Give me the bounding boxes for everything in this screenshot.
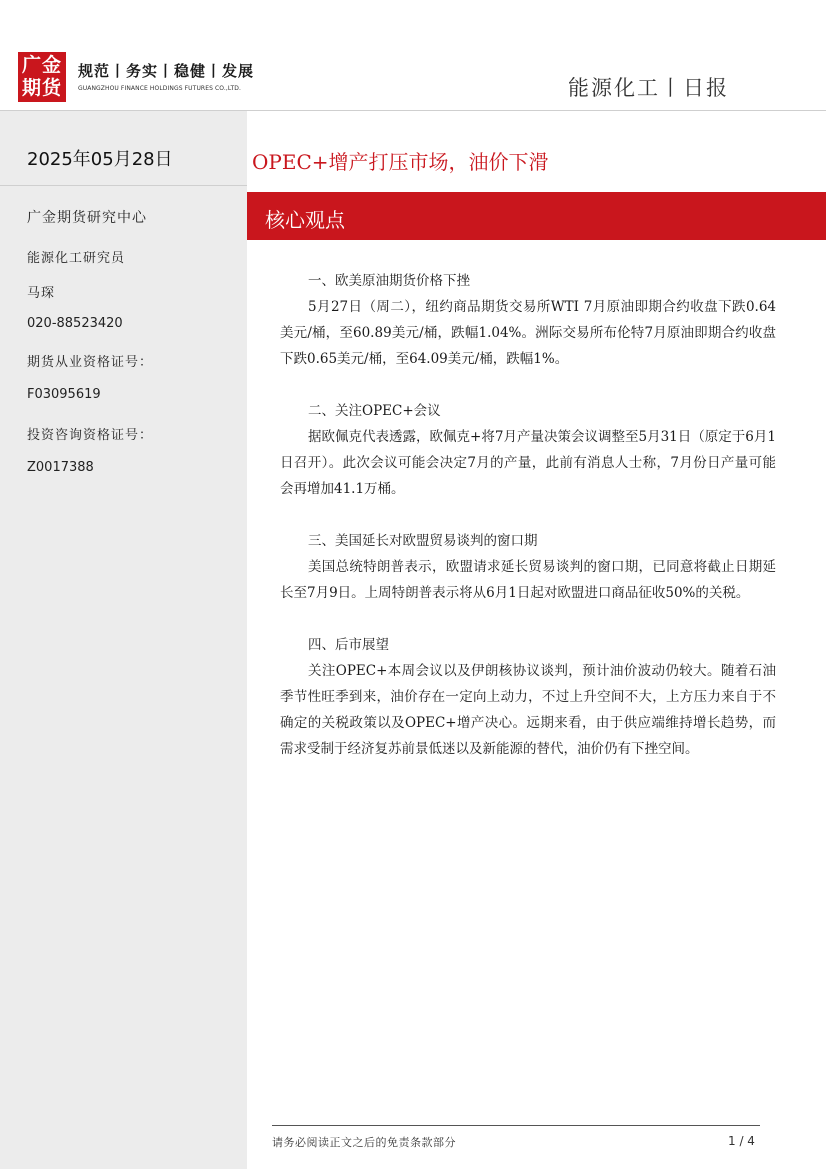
research-center: 广金期货研究中心 xyxy=(27,210,147,226)
cert2-value: Z0017388 xyxy=(27,460,94,475)
core-view-heading: 核心观点 xyxy=(265,208,345,232)
cert1-value: F03095619 xyxy=(27,387,101,402)
main-content xyxy=(280,268,776,788)
logo-line-1: 广金 xyxy=(21,54,62,76)
cert1-label: 期货从业资格证号： xyxy=(27,355,154,370)
report-type: 能源化工丨日报 xyxy=(568,76,729,100)
report-title: OPEC+增产打压市场，油价下滑 xyxy=(252,150,549,174)
page-number: 1 / 4 xyxy=(728,1134,755,1148)
cert2-label: 投资咨询资格证号： xyxy=(27,428,154,443)
logo-line-2: 期货 xyxy=(21,77,62,99)
company-slogan: 规范丨务实丨稳健丨发展 xyxy=(78,62,255,80)
section-heading: 三、美国延长对欧盟贸易谈判的窗口期 xyxy=(308,533,538,549)
footer-divider xyxy=(272,1125,760,1126)
company-logo xyxy=(18,52,66,102)
report-date: 2025年05月28日 xyxy=(27,149,173,170)
section-heading: 四、后市展望 xyxy=(308,637,389,653)
section-body: 关注OPEC+本周会议以及伊朗核协议谈判，预计油价波动仍较大。随着石油季节性旺季到来，油价存在一定向上动力，不过上升空间不大，上方压力来自于不确定的关税政策以及OPEC+增产决心。远期来看，由于供应端维持增长趋势，而需求受制于经济复苏前景低迷以及新能源的替代，油价仍有下挫空间。 xyxy=(280,663,776,757)
sidebar-panel xyxy=(0,110,247,1169)
analyst-role: 能源化工研究员 xyxy=(27,251,126,266)
section-body: 美国总统特朗普表示，欧盟请求延长贸易谈判的窗口期，已同意将截止日期延长至7月9日。上周特朗普表示将从6月1日起对欧盟进口商品征收50%的关税。 xyxy=(280,559,776,601)
section-body: 据欧佩克代表透露，欧佩克+将7月产量决策会议调整至5月31日（原定于6月1日召开）。此次会议可能会决定7月的产量，此前有消息人士称，7月份日产量可能会再增加41.1万桶。 xyxy=(280,429,776,497)
company-english-name: GUANGZHOU FINANCE HOLDINGS FUTURES CO.,LTD. xyxy=(78,85,242,92)
date-divider xyxy=(0,185,247,186)
header-divider xyxy=(0,110,826,111)
footer-disclaimer: 请务必阅读正文之后的免责条款部分 xyxy=(272,1136,456,1149)
section-body: 5月27日（周二），纽约商品期货交易所WTI 7月原油即期合约收盘下跌0.64美元/桶，至60.89美元/桶，跌幅1.04%。洲际交易所布伦特7月原油即期合约收盘下跌0.65美元/桶，至64.09美元/桶，跌幅1%。 xyxy=(280,299,776,367)
analyst-name: 马琛 xyxy=(27,286,56,301)
section-heading: 二、关注OPEC+会议 xyxy=(308,403,441,419)
analyst-phone: 020-88523420 xyxy=(27,316,123,331)
section-heading: 一、欧美原油期货价格下挫 xyxy=(308,273,470,289)
